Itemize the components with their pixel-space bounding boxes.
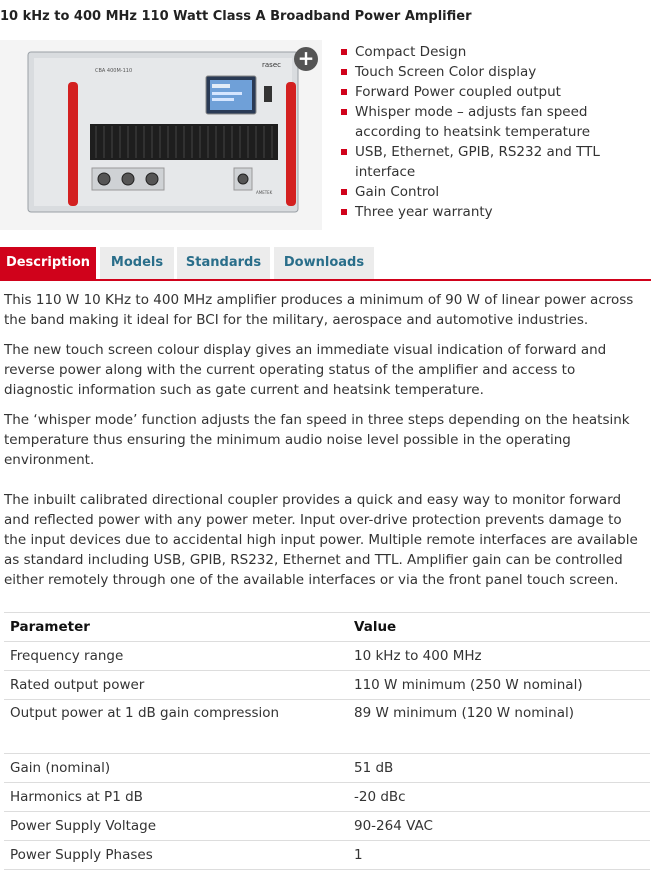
power-switch <box>264 86 272 102</box>
connector-3 <box>146 173 158 185</box>
table-row <box>4 841 650 870</box>
right-handle <box>286 82 296 206</box>
tab-downloads[interactable]: Downloads <box>274 247 374 279</box>
value-cell: 90-264 VAC <box>348 812 650 841</box>
feature-item: Whisper mode – adjusts fan speed according to heatsink temperature <box>340 102 651 142</box>
parameter-cell: Output power at 1 dB gain compression <box>4 700 348 754</box>
maker-label: AMETEK <box>256 190 273 195</box>
output-connector <box>238 174 248 184</box>
brand-label: rasec <box>262 61 281 69</box>
description-paragraph: This 110 W 10 KHz to 400 MHz amplifier produces a minimum of 90 W of linear power across the band making it ideal for BCI for the military, aerospace and automotive industries. <box>4 292 634 328</box>
description-paragraph: The new touch screen colour display gives an immediate visual indication of forward and reverse power along with the current operating status of the amplifier and access to diagnostic information such as gate current and heatsink temperature. <box>4 342 607 398</box>
table-row <box>4 812 650 841</box>
connector-2 <box>122 173 134 185</box>
feature-item: Gain Control <box>340 182 651 202</box>
feature-item: Forward Power coupled output <box>340 82 651 102</box>
value-cell: 51 dB <box>348 754 650 783</box>
feature-item: USB, Ethernet, GPIB, RS232 and TTL interface <box>340 142 651 182</box>
table-header-row <box>4 613 650 642</box>
amplifier-illustration <box>0 40 322 230</box>
tab-bar <box>0 247 651 281</box>
value-cell: -20 dBc <box>348 783 650 812</box>
value-cell: 89 W minimum (120 W nominal) <box>348 700 650 754</box>
table-row <box>4 783 650 812</box>
value-cell: 1 <box>348 841 650 870</box>
description-panel <box>4 290 644 600</box>
feature-item: Compact Design <box>340 42 651 62</box>
product-image[interactable] <box>0 40 322 230</box>
connector-1 <box>98 173 110 185</box>
feature-item: Touch Screen Color display <box>340 62 651 82</box>
column-header-parameter: Parameter <box>4 613 348 642</box>
feature-item: Three year warranty <box>340 202 651 222</box>
value-cell: 110 W minimum (250 W nominal) <box>348 671 650 700</box>
parameter-cell: Gain (nominal) <box>4 754 348 783</box>
parameter-cell: Rated output power <box>4 671 348 700</box>
tab-models[interactable]: Models <box>100 247 174 279</box>
parameter-cell: Harmonics at P1 dB <box>4 783 348 812</box>
page-title: 10 kHz to 400 MHz 110 Watt Class A Broadband Power Amplifier <box>0 9 472 24</box>
left-handle <box>68 82 78 206</box>
feature-list <box>340 42 651 222</box>
model-label: CBA 400M-110 <box>95 68 133 74</box>
parameter-cell: Power Supply Phases <box>4 841 348 870</box>
table-row <box>4 671 650 700</box>
tab-standards[interactable]: Standards <box>177 247 270 279</box>
specifications-table <box>4 612 650 870</box>
zoom-plus-icon[interactable]: + <box>294 47 318 71</box>
description-paragraph: The ‘whisper mode’ function adjusts the fan speed in three steps depending on the heatsink temperature thus ensuring the minimum audio noise level possible in the operating environment. <box>4 412 630 468</box>
table-row <box>4 754 650 783</box>
tab-description[interactable]: Description <box>0 247 96 279</box>
column-header-value: Value <box>348 613 650 642</box>
description-paragraph: The inbuilt calibrated directional coupler provides a quick and easy way to monitor forward and reflected power with any power meter. Input over-drive protection prevents damage to the input devices due to accidental high input power. Multiple remote interfaces are available as standard including USB, GPIB, RS232, Ethernet and TTL. Amplifier gain can be controlled either remotely through one of the available interfaces or via the front panel touch screen. <box>4 492 638 588</box>
table-row <box>4 700 650 754</box>
parameter-cell: Frequency range <box>4 642 348 671</box>
table-row <box>4 642 650 671</box>
parameter-cell: Power Supply Voltage <box>4 812 348 841</box>
value-cell: 10 kHz to 400 MHz <box>348 642 650 671</box>
